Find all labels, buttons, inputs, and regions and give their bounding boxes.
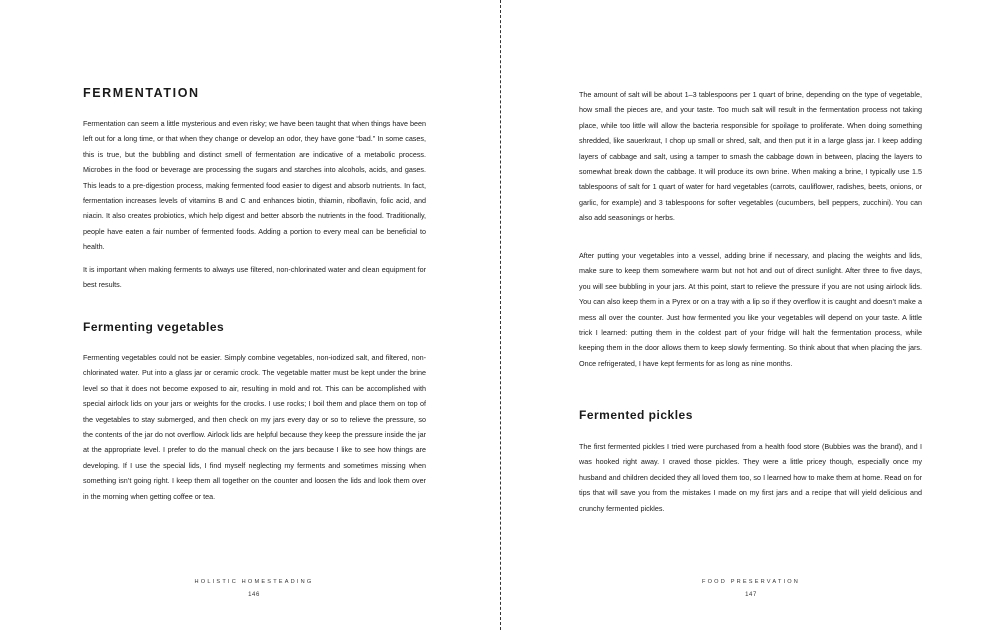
section-title: Fermenting vegetables xyxy=(83,320,225,334)
running-head: FOOD PRESERVATION xyxy=(701,579,800,585)
body-paragraph: Fermentation can seem a little mysterious and even risky; we have been taught that when things have been left out for a long time, or that when they change or develop an odor, they have gone “bad.” In some cases, this is true, but the bubbling and distinct smell of fermentation are indicative of a metabolic process. Microbes in the food or beverage are processing the sugars and starches into alcohols, acids, and gases. This leads to a pre-digestion process, making fermented food easier to digest and absorb nutrients. In fact, fermentation increases levels of vitamins B and C and enhances biotin, thiamin, riboflavin, folic acid, and niacin. It also creates probiotics, which help digest and better absorb the nutrients in the food. Traditionally, people have eaten a fair number of fermented foods. Adding a portion to every meal can be beneficial to health. xyxy=(83,119,426,252)
chapter-title: FERMENTATION xyxy=(83,86,200,100)
body-paragraph: Fermenting vegetables could not be easier. Simply combine vegetables, non-iodized salt, and filtered, non-chlorinated water. Put into a glass jar or ceramic crock. The vegetable matter must be kept under the brine level so that it does not become exposed to air, resulting in mold and rot. This can be accomplished with special airlock lids on your jars or weights for the crocks. I use rocks; I boil them and place them on top of the vegetables to stay submerged, and then check on my jars every day or so to relieve the pressure, so the contents of the jar do not overflow. Airlock lids are helpful because they keep the pressure inside the jar at the appropriate level. I prefer to do the manual check on the jars because I like to see how things are developing. If I use the special lids, I find myself neglecting my ferments and sometimes missing when something isn’t going right. I keep them all together on the counter and loosen the lids and look them over in the morning when getting coffee or tea. xyxy=(83,353,426,501)
right-page xyxy=(501,0,1000,630)
right-page-footer xyxy=(651,578,851,599)
page-number: 147 xyxy=(745,592,757,598)
page-number: 146 xyxy=(248,592,260,598)
body-paragraph: The amount of salt will be about 1–3 tablespoons per 1 quart of brine, depending on the type of vegetable, how small the pieces are, and your taste. Too much salt will result in the fermentation process not taking place, while too little will allow the bacteria responsible for spoilage to proliferate. When doing something shredded, like sauerkraut, I chop up small or shred, salt, and then put it in a large glass jar. I keep adding layers of cabbage and salt, using a tamper to smash the cabbage down in between, placing the layers to somewhat break down the cabbage. It will produce its own brine. When making a brine, I typically use 1.5 tablespoons of salt for 1 quart of water for hard vegetables (carrots, cauliflower, radishes, beets, onions, or garlic, for example) and 3 tablespoons for softer vegetables (cucumbers, bell peppers, zucchini). You can also add seasonings or herbs. xyxy=(579,90,922,223)
running-head: HOLISTIC HOMESTEADING xyxy=(194,579,314,585)
body-paragraph: The first fermented pickles I tried were purchased from a health food store (Bubbies was the brand), and I was hooked right away. I craved those pickles. They were a little pricey though, especially once my husband and children decided they all loved them too, so I learned how to make them at home. Read on for tips that will save you from the mistakes I made on my first jars and a recipe that will yield delicious and crunchy fermented pickles. xyxy=(579,442,922,513)
section-title: Fermented pickles xyxy=(579,408,693,422)
body-paragraph: It is important when making ferments to always use filtered, non-chlorinated water and clean equipment for best results. xyxy=(83,265,426,290)
body-paragraph: After putting your vegetables into a vessel, adding brine if necessary, and placing the weights and lids, make sure to keep them somewhere warm but not hot and out of direct sunlight. After three to five days, you will see bubbling in your jars. At this point, start to relieve the pressure if you are not using airlock lids. You can also keep them in a Pyrex or on a tray with a lip so if they overflow it is caught and doesn’t make a mess all over the counter. Just how fermented you like your vegetables will depend on your taste. A little trick I learned: putting them in the coldest part of your fridge will halt the fermentation process, while keeping them in the door allows them to keep slowly fermenting. So think about that when placing the jars. Once refrigerated, I have kept ferments for as long as nine months. xyxy=(579,251,922,368)
left-page-footer xyxy=(154,578,354,599)
